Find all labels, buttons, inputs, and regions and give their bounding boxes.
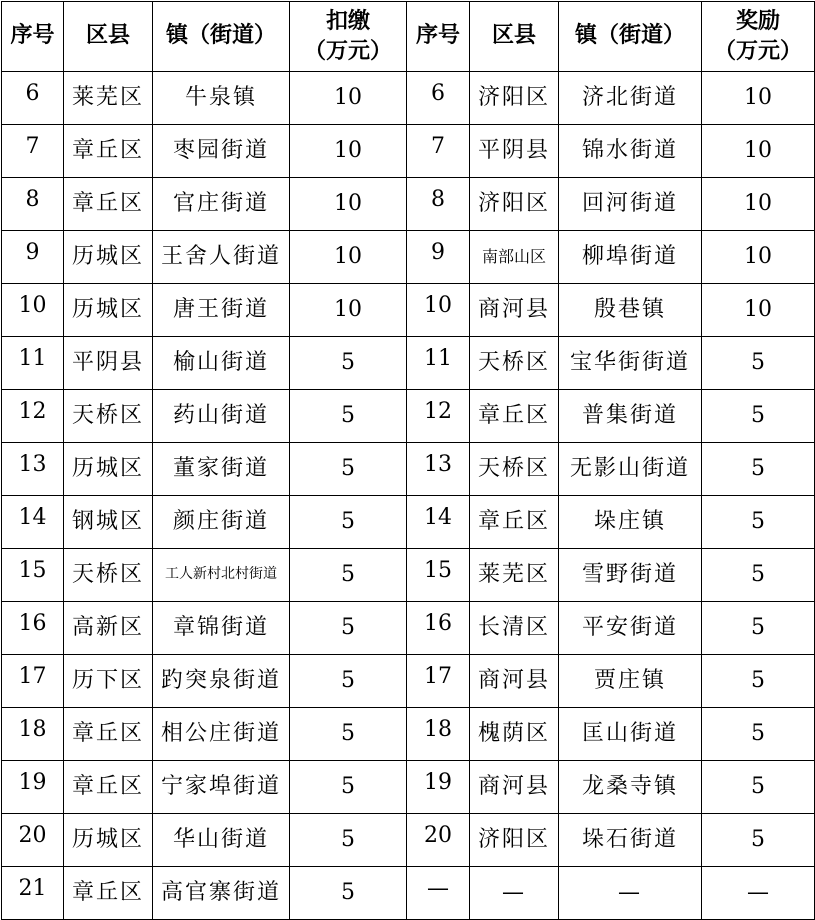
district-right-cell: 济阳区 bbox=[470, 814, 559, 867]
table-row bbox=[2, 390, 815, 443]
deduction-amount-cell: 10 bbox=[290, 72, 407, 125]
seq-right-cell: 15 bbox=[407, 549, 470, 602]
town-left-cell: 章锦街道 bbox=[153, 602, 290, 655]
town-left-cell: 工人新村北村街道 bbox=[153, 549, 290, 602]
seq-left-cell: 21 bbox=[2, 867, 64, 920]
district-right-cell: 天桥区 bbox=[470, 337, 559, 390]
allocation-table bbox=[1, 1, 815, 920]
district-right-cell: 章丘区 bbox=[470, 390, 559, 443]
district-left-cell: 章丘区 bbox=[64, 867, 153, 920]
deduction-amount-cell: 5 bbox=[290, 655, 407, 708]
seq-right-cell: — bbox=[407, 867, 470, 920]
town-left-cell: 唐王街道 bbox=[153, 284, 290, 337]
town-right-cell: 普集街道 bbox=[559, 390, 702, 443]
district-left-cell: 莱芜区 bbox=[64, 72, 153, 125]
table-row bbox=[2, 284, 815, 337]
reward-amount-cell: 5 bbox=[702, 602, 815, 655]
header-deduction bbox=[290, 2, 407, 72]
deduction-amount-cell: 5 bbox=[290, 602, 407, 655]
deduction-amount-cell: 10 bbox=[290, 231, 407, 284]
town-left-cell: 趵突泉街道 bbox=[153, 655, 290, 708]
table-row bbox=[2, 708, 815, 761]
header-deduction-line1: 扣缴 bbox=[325, 8, 370, 34]
deduction-amount-cell: 5 bbox=[290, 337, 407, 390]
district-left-cell: 历城区 bbox=[64, 231, 153, 284]
reward-amount-cell: 5 bbox=[702, 549, 815, 602]
header-reward bbox=[702, 2, 815, 72]
header-seq-left: 序号 bbox=[2, 2, 64, 72]
district-right-cell: 槐荫区 bbox=[470, 708, 559, 761]
reward-amount-cell: 10 bbox=[702, 72, 815, 125]
reward-amount-cell: 5 bbox=[702, 337, 815, 390]
district-right-cell: 平阴县 bbox=[470, 125, 559, 178]
deduction-amount-cell: 5 bbox=[290, 549, 407, 602]
district-left-cell: 历下区 bbox=[64, 655, 153, 708]
reward-amount-cell: 5 bbox=[702, 761, 815, 814]
district-left-cell: 钢城区 bbox=[64, 496, 153, 549]
town-right-cell: 锦水街道 bbox=[559, 125, 702, 178]
table-row bbox=[2, 496, 815, 549]
deduction-amount-cell: 5 bbox=[290, 708, 407, 761]
header-reward-line1: 奖励 bbox=[735, 8, 780, 34]
seq-right-cell: 20 bbox=[407, 814, 470, 867]
seq-left-cell: 10 bbox=[2, 284, 64, 337]
district-right-cell: 莱芜区 bbox=[470, 549, 559, 602]
district-right-cell: 商河县 bbox=[470, 761, 559, 814]
reward-amount-cell: 5 bbox=[702, 390, 815, 443]
town-right-cell: 匡山街道 bbox=[559, 708, 702, 761]
deduction-amount-cell: 10 bbox=[290, 284, 407, 337]
seq-right-cell: 11 bbox=[407, 337, 470, 390]
town-left-cell: 宁家埠街道 bbox=[153, 761, 290, 814]
reward-amount-cell: 5 bbox=[702, 814, 815, 867]
reward-amount-cell: 5 bbox=[702, 655, 815, 708]
seq-right-cell: 9 bbox=[407, 231, 470, 284]
seq-left-cell: 20 bbox=[2, 814, 64, 867]
deduction-amount-cell: 5 bbox=[290, 443, 407, 496]
seq-right-cell: 12 bbox=[407, 390, 470, 443]
seq-right-cell: 18 bbox=[407, 708, 470, 761]
town-left-cell: 枣园街道 bbox=[153, 125, 290, 178]
deduction-amount-cell: 5 bbox=[290, 761, 407, 814]
town-right-cell: 柳埠街道 bbox=[559, 231, 702, 284]
district-left-cell: 天桥区 bbox=[64, 549, 153, 602]
seq-right-cell: 10 bbox=[407, 284, 470, 337]
table-row bbox=[2, 602, 815, 655]
town-right-cell: 济北街道 bbox=[559, 72, 702, 125]
town-right-cell: 贾庄镇 bbox=[559, 655, 702, 708]
district-left-cell: 章丘区 bbox=[64, 708, 153, 761]
seq-left-cell: 12 bbox=[2, 390, 64, 443]
district-left-cell: 章丘区 bbox=[64, 125, 153, 178]
district-right-cell: 章丘区 bbox=[470, 496, 559, 549]
seq-left-cell: 9 bbox=[2, 231, 64, 284]
reward-amount-cell: 10 bbox=[702, 284, 815, 337]
deduction-amount-cell: 5 bbox=[290, 496, 407, 549]
table-row bbox=[2, 125, 815, 178]
reward-amount-cell: 10 bbox=[702, 178, 815, 231]
seq-right-cell: 19 bbox=[407, 761, 470, 814]
seq-left-cell: 16 bbox=[2, 602, 64, 655]
town-left-cell: 榆山街道 bbox=[153, 337, 290, 390]
header-reward-line2: （万元） bbox=[713, 38, 802, 64]
table-row bbox=[2, 655, 815, 708]
town-left-cell: 官庄街道 bbox=[153, 178, 290, 231]
header-seq-right: 序号 bbox=[407, 2, 470, 72]
seq-left-cell: 19 bbox=[2, 761, 64, 814]
reward-amount-cell: 10 bbox=[702, 231, 815, 284]
seq-left-cell: 7 bbox=[2, 125, 64, 178]
town-left-cell: 颜庄街道 bbox=[153, 496, 290, 549]
header-district-right: 区县 bbox=[470, 2, 559, 72]
deduction-amount-cell: 10 bbox=[290, 125, 407, 178]
town-right-cell: 垛石街道 bbox=[559, 814, 702, 867]
district-right-cell: 南部山区 bbox=[470, 231, 559, 284]
district-left-cell: 章丘区 bbox=[64, 761, 153, 814]
table-row bbox=[2, 549, 815, 602]
reward-amount-cell: — bbox=[702, 867, 815, 920]
table-row bbox=[2, 814, 815, 867]
header-town-left: 镇（街道） bbox=[153, 2, 290, 72]
district-left-cell: 平阴县 bbox=[64, 337, 153, 390]
district-right-cell: 商河县 bbox=[470, 655, 559, 708]
town-right-cell: 无影山街道 bbox=[559, 443, 702, 496]
seq-right-cell: 7 bbox=[407, 125, 470, 178]
seq-left-cell: 15 bbox=[2, 549, 64, 602]
table-row bbox=[2, 337, 815, 390]
town-right-cell: 回河街道 bbox=[559, 178, 702, 231]
district-left-cell: 历城区 bbox=[64, 814, 153, 867]
seq-left-cell: 14 bbox=[2, 496, 64, 549]
seq-left-cell: 8 bbox=[2, 178, 64, 231]
town-right-cell: 雪野街道 bbox=[559, 549, 702, 602]
district-left-cell: 高新区 bbox=[64, 602, 153, 655]
town-right-cell: 平安街道 bbox=[559, 602, 702, 655]
table-row bbox=[2, 72, 815, 125]
town-left-cell: 王舍人街道 bbox=[153, 231, 290, 284]
district-right-cell: — bbox=[470, 867, 559, 920]
seq-right-cell: 17 bbox=[407, 655, 470, 708]
district-right-cell: 长清区 bbox=[470, 602, 559, 655]
district-right-cell: 商河县 bbox=[470, 284, 559, 337]
town-left-cell: 相公庄街道 bbox=[153, 708, 290, 761]
district-left-cell: 历城区 bbox=[64, 443, 153, 496]
header-row bbox=[2, 2, 815, 72]
table-row bbox=[2, 867, 815, 920]
town-left-cell: 牛泉镇 bbox=[153, 72, 290, 125]
reward-amount-cell: 5 bbox=[702, 443, 815, 496]
deduction-amount-cell: 5 bbox=[290, 814, 407, 867]
seq-left-cell: 11 bbox=[2, 337, 64, 390]
district-right-cell: 天桥区 bbox=[470, 443, 559, 496]
header-district-left: 区县 bbox=[64, 2, 153, 72]
deduction-amount-cell: 5 bbox=[290, 867, 407, 920]
header-town-right: 镇（街道） bbox=[559, 2, 702, 72]
town-left-cell: 董家街道 bbox=[153, 443, 290, 496]
seq-right-cell: 16 bbox=[407, 602, 470, 655]
deduction-amount-cell: 10 bbox=[290, 178, 407, 231]
table-row bbox=[2, 231, 815, 284]
town-right-cell: 宝华街街道 bbox=[559, 337, 702, 390]
reward-amount-cell: 5 bbox=[702, 496, 815, 549]
district-left-cell: 历城区 bbox=[64, 284, 153, 337]
table-row bbox=[2, 178, 815, 231]
district-right-cell: 济阳区 bbox=[470, 72, 559, 125]
seq-left-cell: 6 bbox=[2, 72, 64, 125]
town-right-cell: 垛庄镇 bbox=[559, 496, 702, 549]
header-deduction-line2: （万元） bbox=[303, 38, 392, 64]
seq-right-cell: 13 bbox=[407, 443, 470, 496]
seq-right-cell: 14 bbox=[407, 496, 470, 549]
town-right-cell: 龙桑寺镇 bbox=[559, 761, 702, 814]
district-right-cell: 济阳区 bbox=[470, 178, 559, 231]
deduction-amount-cell: 5 bbox=[290, 390, 407, 443]
reward-amount-cell: 5 bbox=[702, 708, 815, 761]
seq-left-cell: 17 bbox=[2, 655, 64, 708]
town-left-cell: 高官寨街道 bbox=[153, 867, 290, 920]
district-left-cell: 章丘区 bbox=[64, 178, 153, 231]
district-left-cell: 天桥区 bbox=[64, 390, 153, 443]
reward-amount-cell: 10 bbox=[702, 125, 815, 178]
table-row bbox=[2, 761, 815, 814]
town-left-cell: 药山街道 bbox=[153, 390, 290, 443]
town-right-cell: — bbox=[559, 867, 702, 920]
table-row bbox=[2, 443, 815, 496]
seq-left-cell: 13 bbox=[2, 443, 64, 496]
seq-right-cell: 8 bbox=[407, 178, 470, 231]
seq-right-cell: 6 bbox=[407, 72, 470, 125]
town-right-cell: 殷巷镇 bbox=[559, 284, 702, 337]
seq-left-cell: 18 bbox=[2, 708, 64, 761]
town-left-cell: 华山街道 bbox=[153, 814, 290, 867]
